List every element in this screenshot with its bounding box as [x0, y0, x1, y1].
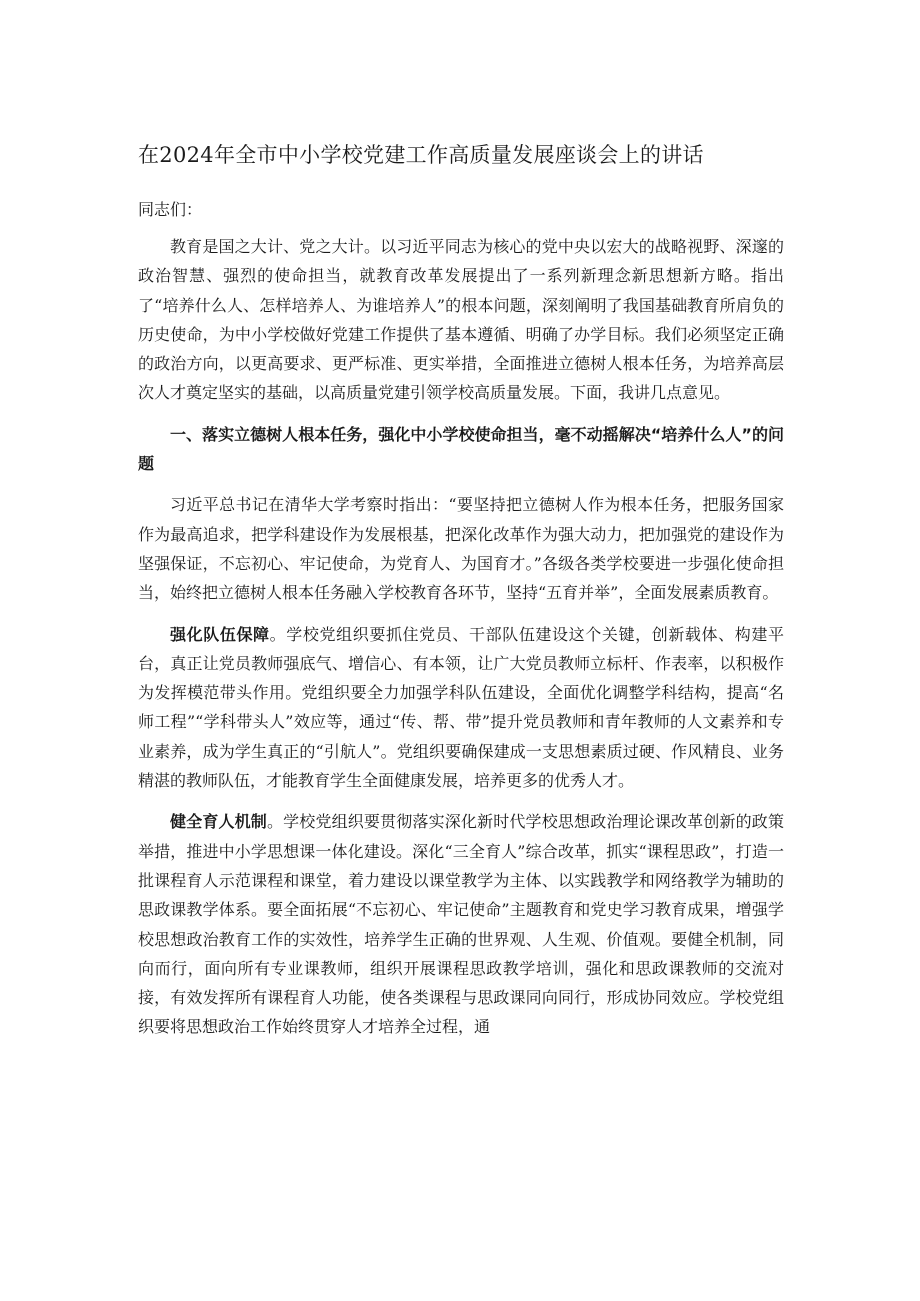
paragraph-team-support [138, 620, 784, 796]
paragraph-text: 。学校党组织要贯彻落实深化新时代学校思想政治理论课改革创新的政策举措，推进中小学思想课一体化建设。深化“三全育人”综合改革，抓实“课程思政”，打造一批课程育人示范课程和课堂，着力建设以课堂教学为主体、以实践教学和网络教学为辅助的思政课教学体系。要全面拓展“不忘初心、牢记使命”主题教育和党史学习教育成果，增强学校思想政治教育工作的实效性，培养学生正确的世界观、人生观、价值观。要健全机制，同向而行，面向所有专业课教师，组织开展课程思政教学培训，强化和思政课教师的交流对接，有效发挥所有课程育人功能，使各类课程与思政课同向同行，形成协同效应。学校党组织要将思想政治工作始终贯穿人才培养全过程，通 [138, 812, 784, 1037]
salutation: 同志们： [138, 200, 203, 219]
paragraph-text: 教育是国之大计、党之大计。以习近平同志为核心的党中央以宏大的战略视野、深邃的政治智慧、强烈的使命担当，就教育改革发展提出了一系列新理念新思想新方略。指出了“培养什么人、怎样培养人、为谁培养人”的根本问题，深刻阐明了我国基础教育所肩负的历史使命，为中小学校做好党建工作提供了基本遵循、明确了办学目标。我们必须坚定正确的政治方向，以更高要求、更严标准、更实举措，全面推进立德树人根本任务，为培养高层次人才奠定坚实的基础，以高质量党建引领学校高质量发展。下面，我讲几点意见。 [138, 237, 784, 403]
paragraph-education-mechanism [138, 807, 784, 1041]
section-heading-text: 一、落实立德树人根本任务，强化中小学校使命担当，毫不动摇解决“培养什么人”的问题 [138, 424, 784, 474]
section-heading-1 [138, 420, 784, 479]
paragraph-intro [138, 232, 784, 408]
document-body [138, 232, 784, 1054]
paragraph-quote [138, 490, 784, 607]
paragraph-lead: 健全育人机制 [170, 812, 267, 832]
paragraph-lead: 强化队伍保障 [170, 624, 270, 644]
paragraph-text: 。学校党组织要抓住党员、干部队伍建设这个关键，创新载体、构建平台，真正让党员教师强底气、增信心、有本领，让广大党员教师立标杆、作表率，以积极作为发挥模范带头作用。党组织要全力加强学科队伍建设，全面优化调整学科结构，提高“名师工程”“学科带头人”效应等，通过“传、帮、带”提升党员教师和青年教师的人文素养和专业素养，成为学生真正的“引航人”。党组织要确保建成一支思想素质过硬、作风精良、业务精湛的教师队伍，才能教育学生全面健康发展，培养更多的优秀人才。 [138, 624, 784, 791]
document-title: 在2024年全市中小学校党建工作高质量发展座谈会上的讲话 [138, 143, 704, 167]
paragraph-text: 习近平总书记在清华大学考察时指出：“要坚持把立德树人作为根本任务，把服务国家作为最高追求，把学科建设作为发展根基，把深化改革作为强大动力，把加强党的建设作为坚强保证，不忘初心、牢记使命，为党育人、为国育才。”各级各类学校要进一步强化使命担当，始终把立德树人根本任务融入学校教育各环节，坚持“五育并举”，全面发展素质教育。 [138, 495, 784, 603]
